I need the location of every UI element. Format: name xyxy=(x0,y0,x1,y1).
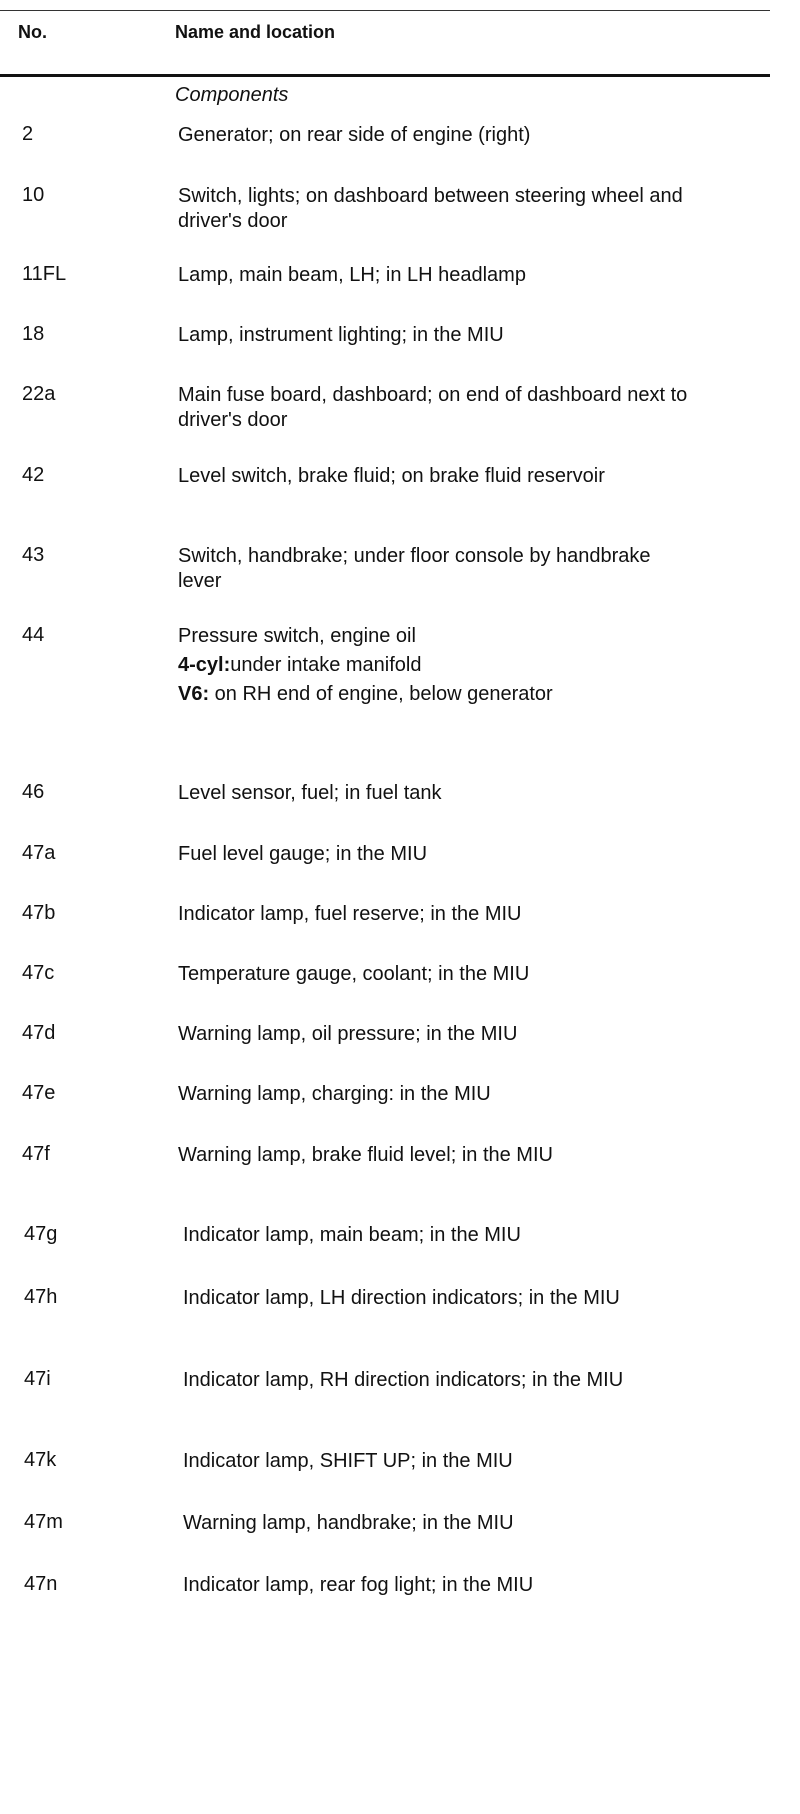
header-name-location: Name and location xyxy=(175,22,336,42)
row-description: Fuel level gauge; in the MIU xyxy=(178,843,428,865)
row-description: Indicator lamp, SHIFT UP; in the MIU xyxy=(183,1450,513,1472)
row-description: Indicator lamp, rear fog light; in the MIU xyxy=(183,1574,534,1596)
header-no: No. xyxy=(18,22,47,42)
row-description: Warning lamp, handbrake; in the MIU xyxy=(183,1512,514,1534)
top-rule xyxy=(0,10,770,11)
row-number: 47g xyxy=(24,1223,58,1245)
row-description: Indicator lamp, fuel reserve; in the MIU xyxy=(178,903,522,925)
row-description: Level switch, brake fluid; on brake fluid reservoir xyxy=(178,465,605,487)
row-description: Indicator lamp, RH direction indicators; in the MIU xyxy=(183,1369,624,1391)
row-description: Switch, handbrake; under floor console by handbrake lever xyxy=(178,545,651,592)
row-number: 2 xyxy=(22,123,34,145)
row-number: 47n xyxy=(24,1573,58,1595)
row-number: 47k xyxy=(24,1449,57,1471)
row-number: 47e xyxy=(22,1082,56,1104)
row-sub-label: 4-cyl: xyxy=(178,654,231,676)
row-number: 46 xyxy=(22,781,45,803)
row-number: 47f xyxy=(22,1143,50,1165)
row-description: Warning lamp, brake fluid level; in the MIU xyxy=(178,1144,553,1166)
row-description: Level sensor, fuel; in fuel tank xyxy=(178,782,442,804)
row-sub-v6 xyxy=(178,682,698,707)
row-description-main: Pressure switch, engine oil xyxy=(178,625,416,647)
row-number: 18 xyxy=(22,323,45,345)
row-description: Indicator lamp, LH direction indicators; in the MIU xyxy=(183,1287,620,1309)
row-number: 10 xyxy=(22,184,45,206)
row-number: 47c xyxy=(22,962,55,984)
row-number: 47b xyxy=(22,902,56,924)
row-description: Warning lamp, oil pressure; in the MIU xyxy=(178,1023,518,1045)
row-number: 47d xyxy=(22,1022,56,1044)
row-sub-4cyl xyxy=(178,653,698,678)
row-description: Lamp, main beam, LH; in LH headlamp xyxy=(178,264,526,286)
row-description: Main fuse board, dashboard; on end of dashboard next to driver's door xyxy=(178,384,688,431)
row-description: Generator; on rear side of engine (right) xyxy=(178,124,531,146)
row-sub-label: V6: xyxy=(178,683,210,705)
row-number: 47a xyxy=(22,842,56,864)
row-number: 47h xyxy=(24,1286,58,1308)
row-number: 22a xyxy=(22,383,56,405)
header-rule xyxy=(0,74,770,77)
row-description xyxy=(178,624,698,707)
row-sub-text: on RH end of engine, below generator xyxy=(209,683,553,705)
row-sub-text: under intake manifold xyxy=(230,654,422,676)
row-number: 43 xyxy=(22,544,45,566)
section-title: Components xyxy=(175,84,289,106)
row-description: Lamp, instrument lighting; in the MIU xyxy=(178,324,504,346)
row-number: 47m xyxy=(24,1511,63,1533)
row-number: 11FL xyxy=(22,263,67,285)
row-number: 47i xyxy=(24,1368,51,1390)
row-number: 42 xyxy=(22,464,45,486)
row-description: Temperature gauge, coolant; in the MIU xyxy=(178,963,530,985)
row-number: 44 xyxy=(22,624,45,646)
row-description: Switch, lights; on dashboard between steering wheel and driver's door xyxy=(178,185,683,232)
row-description: Warning lamp, charging: in the MIU xyxy=(178,1083,491,1105)
row-description: Indicator lamp, main beam; in the MIU xyxy=(183,1224,521,1246)
